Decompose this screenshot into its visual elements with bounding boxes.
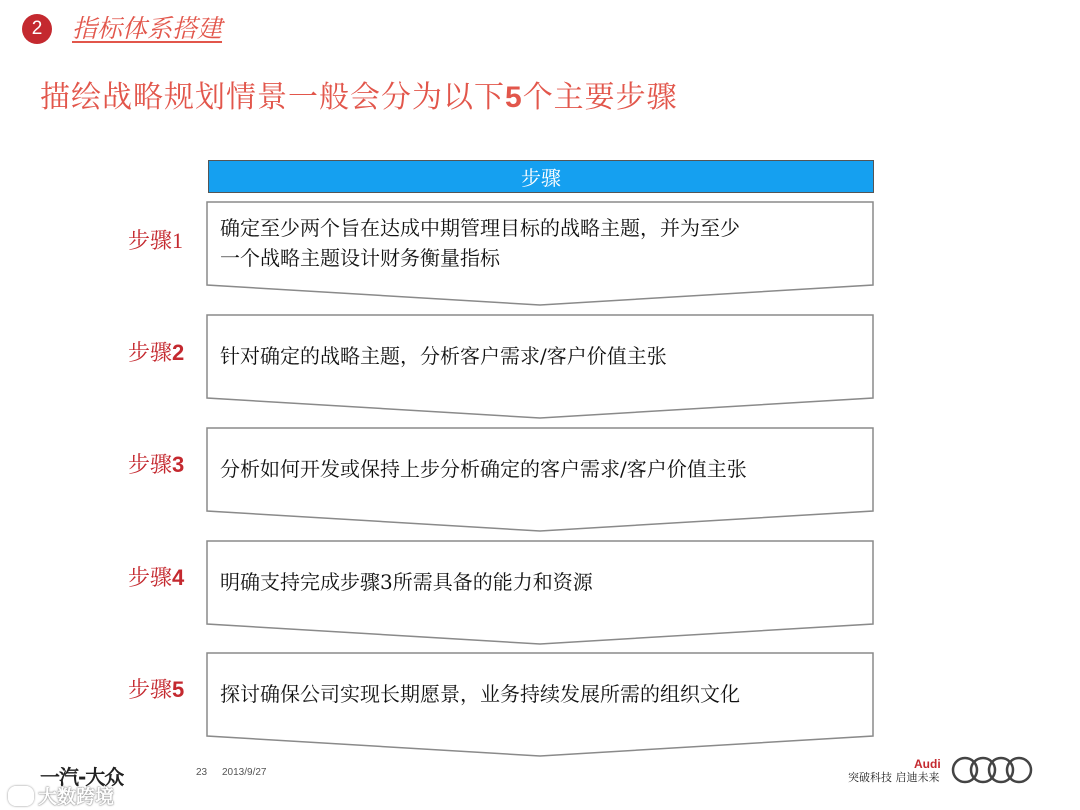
step-label-2 [128,336,184,367]
step-text-4: 明确支持完成步骤3所需具备的能力和资源 [220,570,593,594]
steps-header-bar: 步骤 [208,160,874,193]
step-label-text: 步骤 [128,229,173,254]
slide-subtitle [40,72,678,116]
step-text-line2: 一个战略主题设计财务衡量指标 [220,246,500,270]
audi-brand-text: Audi [914,757,941,771]
step-label-text: 步骤 [128,341,173,366]
step-box-5 [206,652,874,758]
section-title: 指标体系搭建 [72,14,223,43]
watermark [8,782,114,809]
step-label-text: 步骤 [128,453,173,478]
step-label-text: 步骤 [128,566,173,591]
step-label-1 [128,224,183,255]
watermark-icon [8,786,34,806]
step-text-2: 针对确定的战略主题，分析客户需求/客户价值主张 [220,344,667,368]
audi-slogan: 突破科技 启迪未来 [848,771,940,784]
step-label-5 [128,673,184,704]
step-text-3: 分析如何开发或保持上步分析确定的客户需求/客户价值主张 [220,457,747,481]
subtitle-text-before: 描绘战略规划情景一般会分为以下 [40,80,505,115]
step-box-1 [206,201,874,307]
subtitle-number: 5 [505,81,523,114]
step-label-number: 2 [172,340,185,365]
step-label-number: 4 [172,565,185,590]
step-text-1 [220,201,850,285]
step-box-3 [206,427,874,533]
page-date: 2013/9/27 [222,767,267,778]
page-number: 23 [196,767,208,778]
step-box-2 [206,314,874,420]
step-label-3 [128,448,184,479]
subtitle-text-after: 个主要步骤 [522,80,678,115]
step-label-number: 1 [172,228,184,253]
step-box-4 [206,540,874,646]
step-label-4 [128,561,184,592]
watermark-text: 大数跨境 [38,786,115,808]
company-logo: 一汽-大众 [40,765,124,789]
section-number-badge: 2 [22,14,52,44]
step-label-text: 步骤 [128,678,173,703]
audi-rings-icon [950,755,1036,785]
step-text-5: 探讨确保公司实现长期愿景，业务持续发展所需的组织文化 [220,682,740,706]
step-label-number: 3 [172,452,185,477]
step-text-line1: 确定至少两个旨在达成中期管理目标的战略主题，并为至少 [220,216,740,240]
step-label-number: 5 [172,677,185,702]
